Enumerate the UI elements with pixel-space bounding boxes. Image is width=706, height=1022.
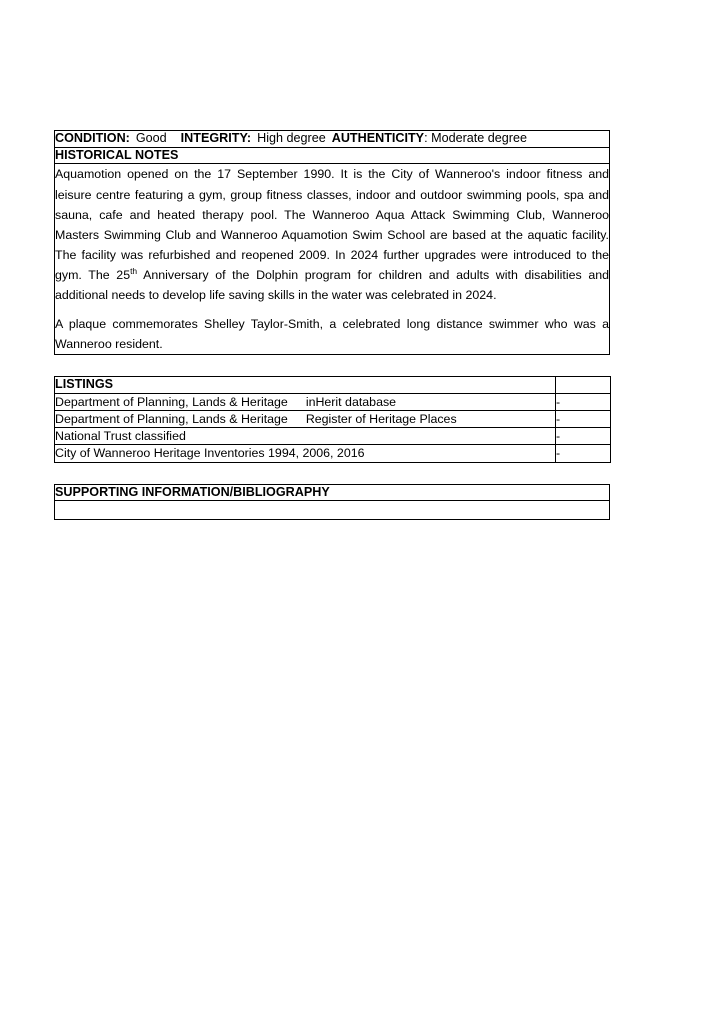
historical-notes-heading-row [55,147,610,164]
supporting-information-heading: SUPPORTING INFORMATION/BIBLIOGRAPHY [55,484,610,501]
supporting-information-body [55,501,610,520]
historical-notes-heading: HISTORICAL NOTES [55,147,610,164]
table-row [55,394,611,411]
condition-label: CONDITION: [55,131,130,145]
listing-name: Department of Planning, Lands & Heritage [55,395,288,410]
listing-detail: inHerit database [305,395,397,410]
paragraph-1-text-a: Aquamotion opened on the 17 September 1990. It is the City of Wanneroo's indoor fitness and leisure centre featuring a gym, group fitness classes, indoor and outdoor swimming pools, spa and sauna, cafe and heated therapy pool. The Wanneroo Aqua Attack Swimming Club, Wanneroo Masters Swimming Club and Wanneroo Aquamotion Swim School are based at the aquatic facility. The facility was refurbished and reopened 2009. In 2024 further upgrades were introduced to the gym. The 25 [55,167,609,282]
listing-note: - [556,428,611,445]
historical-notes-body [55,164,610,355]
listings-heading-note [556,377,611,394]
condition-value: Good [135,131,167,145]
listing-name: National Trust classified [55,429,186,444]
listing-name-cell [55,428,556,445]
supporting-information-body-row [55,501,610,520]
table-spacer [54,355,610,376]
table-row [55,445,611,462]
listing-note: - [556,445,611,462]
historical-notes-paragraph-2: A plaque commemorates Shelley Taylor-Smith, a celebrated long distance swimmer who was a Wanneroo resident. [55,317,609,352]
listing-note: - [556,394,611,411]
listings-heading-row [55,377,611,394]
integrity-label: INTEGRITY: [180,131,252,145]
listing-note: - [556,411,611,428]
listings-heading: LISTINGS [55,377,556,394]
listing-name: Department of Planning, Lands & Heritage [55,412,288,427]
ordinal-superscript: th [130,265,138,276]
heritage-record-page [54,130,610,520]
listing-detail: Register of Heritage Places [305,412,457,427]
supporting-information-heading-row [55,484,610,501]
table-spacer [54,463,610,484]
condition-and-notes-table [54,130,610,355]
listings-table [54,376,611,462]
listing-name: City of Wanneroo Heritage Inventories 1994, 2006, 2016 [55,446,365,461]
condition-row [55,131,610,148]
listing-name-cell [55,411,556,428]
table-row [55,411,611,428]
supporting-information-table [54,484,610,521]
condition-cell [55,131,610,148]
listing-name-cell [55,445,556,462]
historical-notes-paragraph-1 [55,164,609,305]
paragraph-1-text-b: Anniversary of the Dolphin program for children and adults with disabilities and additional needs to develop life saving skills in the water was celebrated in 2024. [55,267,609,303]
listing-name-cell [55,394,556,411]
historical-notes-body-row [55,164,610,355]
table-row [55,428,611,445]
authenticity-value: : Moderate degree [424,131,528,145]
authenticity-label: AUTHENTICITY [331,131,425,145]
integrity-value: High degree [257,131,326,145]
